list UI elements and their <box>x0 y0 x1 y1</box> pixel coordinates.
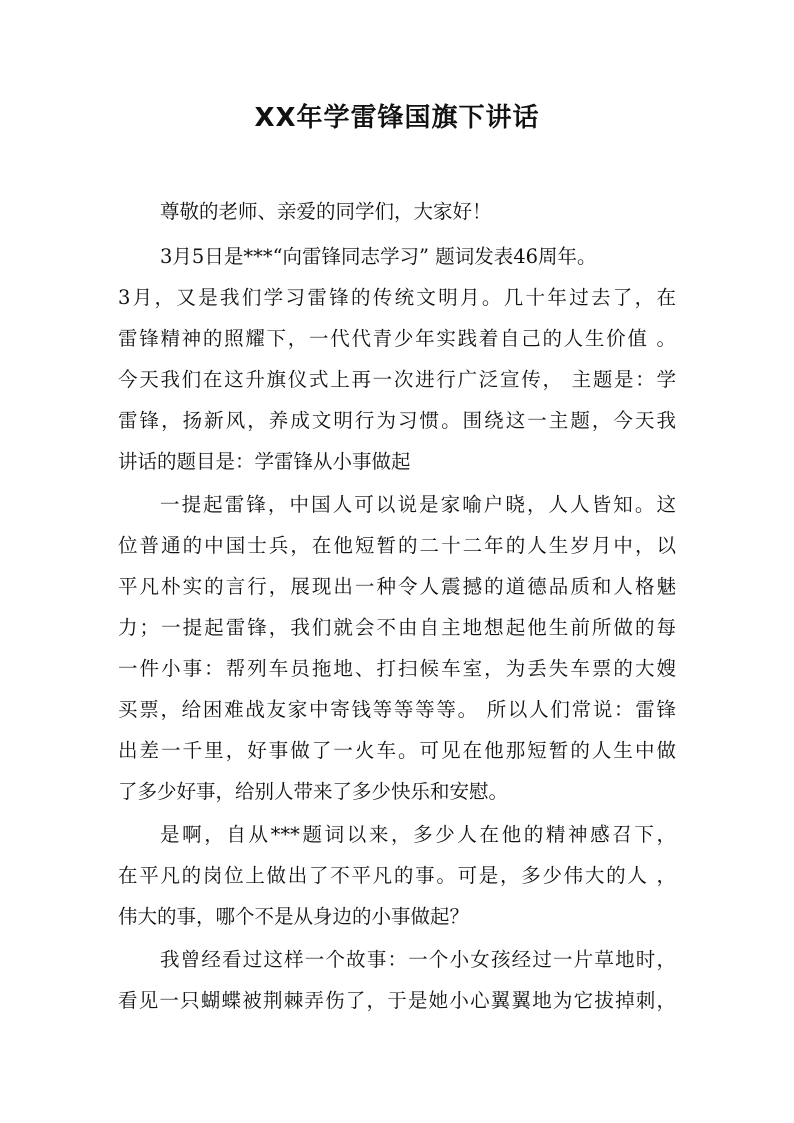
paragraph-line: 看见一只蝴蝶被荆棘弄伤了，于是她小心翼翼地为它拔掉刺， <box>118 989 676 1012</box>
paragraph-line: 是啊，自从***题词以来，多少人在他的精神感召下， <box>160 823 676 846</box>
paragraph-line: 买票，给困难战友家中寄钱等等等等。 所以人们常说：雷锋 <box>118 698 676 721</box>
document-title: XX年学雷锋国旗下讲话 <box>254 103 540 133</box>
paragraph-line: 力；一提起雷锋，我们就会不由自主地想起他生前所做的每 <box>118 616 676 639</box>
paragraph-line: 位普通的中国士兵，在他短暂的二十二年的人生岁月中，以 <box>118 534 676 557</box>
paragraph-line: 今天我们在这升旗仪式上再一次进行广泛宣传， 主题是：学 <box>118 368 676 391</box>
paragraph-line: 伟大的事，哪个不是从身边的小事做起？ <box>118 905 470 928</box>
paragraph-line: 我曾经看过这样一个故事：一个小女孩经过一片草地时， <box>160 948 676 971</box>
paragraph-line: 平凡朴实的言行，展现出一种令人震撼的道德品质和人格魅 <box>118 575 676 598</box>
paragraph-line: 3月5日是***“向雷锋同志学习” 题词发表46周年。 <box>160 245 597 268</box>
paragraph-line: 了多少好事，给别人带来了多少快乐和安慰。 <box>118 780 509 803</box>
paragraph-line: 出差一千里，好事做了一火车。可见在他那短暂的人生中做 <box>118 739 676 762</box>
paragraph-line: 3月，又是我们学习雷锋的传统文明月。几十年过去了，在 <box>118 286 676 309</box>
paragraph-line: 尊敬的老师、亲爱的同学们，大家好！ <box>160 200 492 223</box>
paragraph-line: 在平凡的岗位上做出了不平凡的事。可是，多少伟大的人 ， <box>118 864 676 887</box>
paragraph-line: 一提起雷锋，中国人可以说是家喻户晓，人人皆知。这 <box>160 493 676 516</box>
paragraph-line: 一件小事：帮列车员拖地、打扫候车室，为丢失车票的大嫂 <box>118 657 676 680</box>
paragraph-line: 讲话的题目是：学雷锋从小事做起 <box>118 450 411 473</box>
paragraph-line: 雷锋，扬新风，养成文明行为习惯。围绕这一主题，今天我 <box>118 409 676 432</box>
paragraph-line: 雷锋精神的照耀下，一代代青少年实践着自己的人生价值 。 <box>118 327 676 350</box>
